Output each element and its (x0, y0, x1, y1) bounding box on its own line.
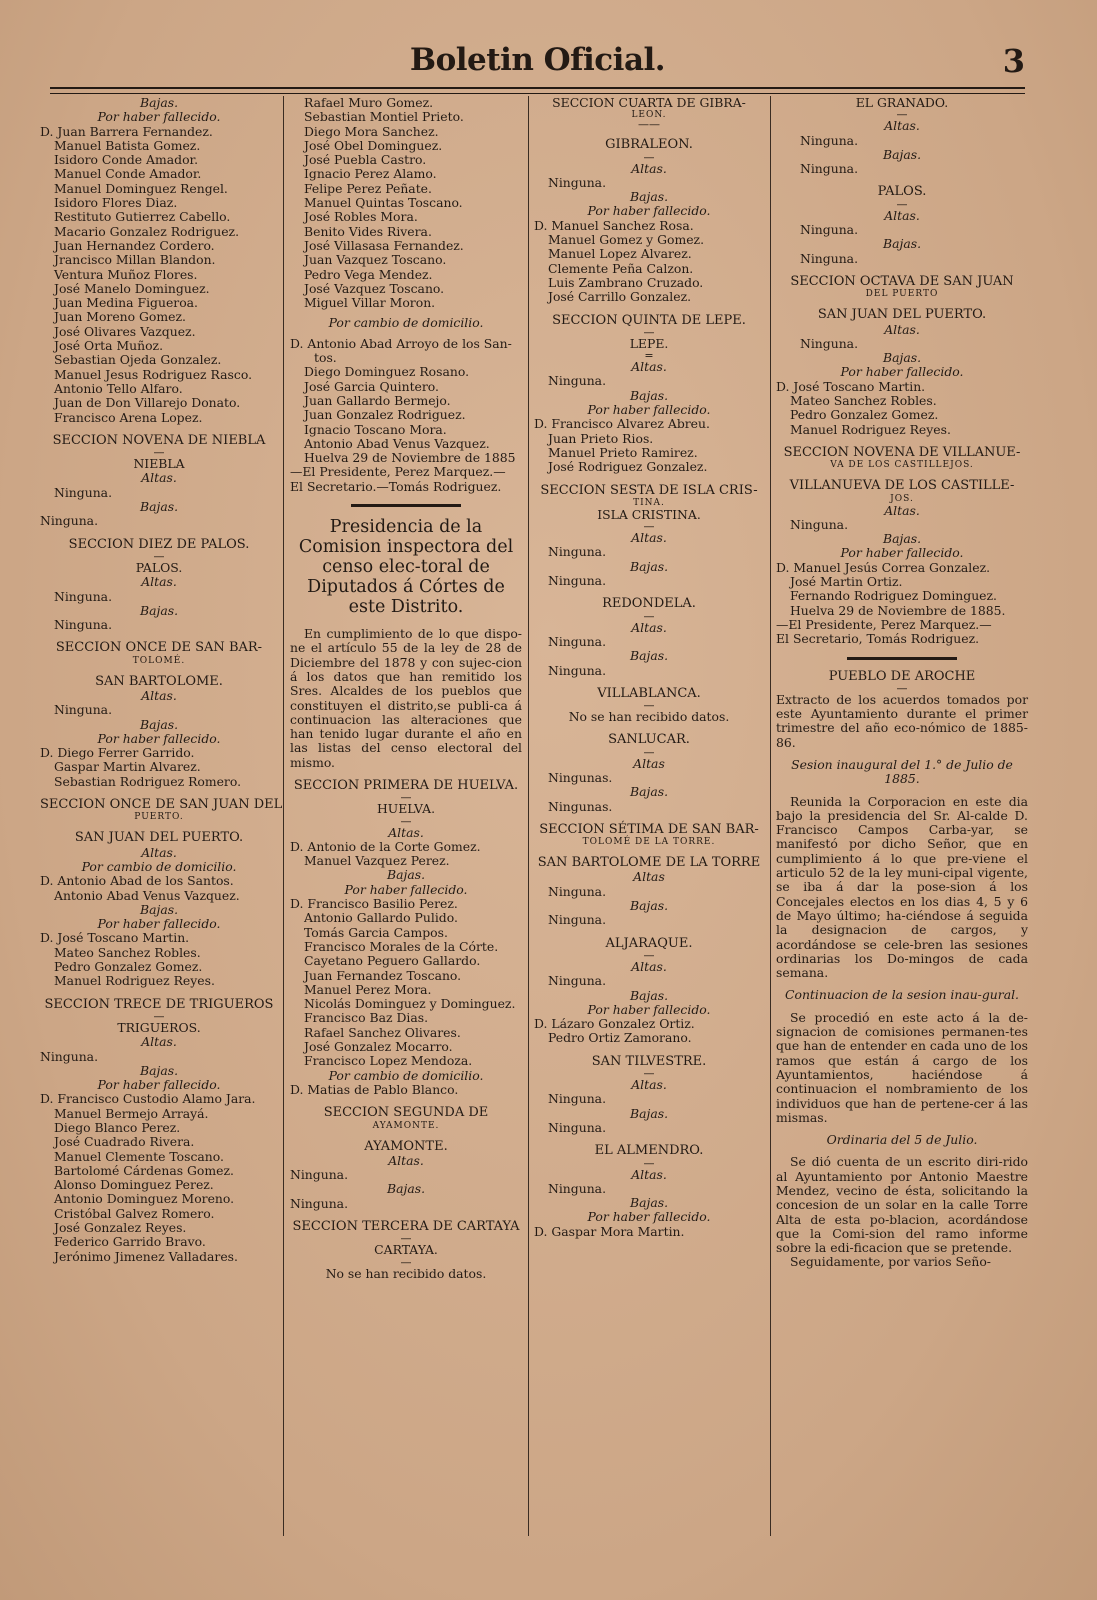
text-line: Altas. (631, 359, 667, 375)
text-line: Bajas. (882, 146, 922, 162)
paragraph: Seguidamente, por varios Seño- (790, 1254, 991, 1270)
text-line: Por haber fallecido. (587, 203, 711, 219)
article-heading: Presidencia de la Comision inspectora del censo elec-toral de Diputados á Córtes de este Distrito. (298, 517, 514, 618)
name-line: Mateo Sanchez Robles. (54, 944, 201, 960)
text-line: Bajas. (386, 867, 426, 883)
text-line: Bajas. (629, 387, 669, 403)
subheading: Ordinaria del 5 de Julio. (826, 1132, 978, 1148)
name-line: Pedro Ortiz Zamorano. (548, 1030, 692, 1046)
subheading: Continuacion de la sesion inau-gural. (785, 987, 1019, 1003)
signature-line: El Secretario, Tomás Rodriguez. (776, 631, 980, 647)
column-3: SECCION CUARTA DE GIBRA- LEON. —— GIBRALEON. — Altas. Ninguna. Bajas. Por haber fallecido. D. Manuel Sanchez Rosa. Manuel Gomez y Gomez. Manuel Lopez Alvarez. Clemente Peña Calzon. Luis Zambrano Cruzado. José Carrillo Gonzalez. SECCION QUINTA DE LEPE. — LEPE. = Altas. Ninguna. Bajas. Por haber fallecido. D. Francisco Alvarez Abreu. Juan Prieto Rios. Manuel Prieto Ramirez. José Rodriguez Gonzalez. SECCION SESTA DE ISLA CRIS- TINA. ISLA CRISTINA. — Altas. Ninguna. Bajas. Ninguna. REDONDELA. — Altas. Ninguna. Bajas. Ninguna. VILLABLANCA. — No se han recibido datos. SANLUCAR. — Altas Ningunas. Bajas. Ningunas. SECCION SÉTIMA DE SAN BAR- TOLOMÉ DE LA TORRE. SAN BARTOLOME DE LA TORRE Altas Ninguna. Bajas. Ninguna. ALJARAQUE. — Altas. Ninguna. Bajas. Por haber fallecido. D. Lázaro Gonzalez Ortiz. Pedro Ortiz Zamorano. SAN TILVESTRE. — Altas. Ninguna. Bajas. Ninguna. EL ALMENDRO. — Altas. Ninguna. Bajas. Por haber fallecido. D. Gaspar Mora Martin. (534, 96, 764, 1596)
text-line: Bajas. (882, 350, 922, 366)
text-line: Altas (633, 869, 665, 885)
text-line: Ninguna. (548, 174, 607, 190)
text-line: Altas. (631, 160, 667, 176)
town-heading: SAN TILVESTRE. (591, 1053, 707, 1069)
column-divider (770, 96, 771, 1536)
text-line: Ninguna. (548, 544, 607, 560)
name-line: Francisco Morales de la Córte. (304, 938, 499, 954)
name-line: José Vazquez Toscano. (304, 280, 445, 296)
name-line: Pedro Gonzalez Gomez. (54, 959, 203, 975)
name-line: Cayetano Peguero Gallardo. (304, 953, 481, 969)
text-line: Ninguna. (790, 516, 849, 532)
section-heading-cont: VA DE LOS CASTILLEJOS. (830, 460, 974, 471)
signature-line: El Secretario.—Tomás Rodriguez. (290, 478, 502, 494)
text-line: Ninguna. (54, 702, 113, 718)
text-line: Ninguna. (800, 161, 859, 177)
text-line: Ninguna. (800, 222, 859, 238)
text-line: Bajas. (882, 236, 922, 252)
text-line: Ninguna. (548, 662, 607, 678)
text-line: Por haber fallecido. (97, 916, 221, 932)
name-line: Macario Gonzalez Rodriguez. (54, 223, 240, 239)
text-line: Por haber fallecido. (344, 881, 468, 897)
signature-line: —El Presidente, Perez Marquez.— (776, 616, 992, 632)
name-line: Diego Dominguez Rosano. (304, 364, 470, 380)
section-heading-cont: TINA. (633, 497, 665, 508)
text-line: No se han recibido datos. (325, 1265, 487, 1281)
name-line: José Robles Mora. (304, 209, 418, 225)
name-line: Manuel Clemente Toscano. (54, 1148, 224, 1164)
name-line: Tomás Garcia Campos. (304, 924, 448, 940)
name-line: Diego Blanco Perez. (54, 1120, 181, 1135)
name-line: Juan de Don Villarejo Donato. (54, 395, 241, 411)
name-line: Jerónimo Jimenez Valladares. (54, 1248, 238, 1264)
text-line: Altas (633, 755, 665, 771)
name-line: Manuel Conde Amador. (54, 166, 202, 182)
town-heading: ISLA CRISTINA. (597, 506, 701, 522)
name-line: Pedro Gonzalez Gomez. (790, 407, 939, 423)
town-heading: HUELVA. (376, 801, 436, 817)
name-line: Juan Vazquez Toscano. (304, 252, 447, 268)
text-line: Ninguna. (548, 573, 607, 589)
text-line: Bajas. (139, 602, 179, 618)
name-line: Sebastian Montiel Prieto. (304, 109, 464, 125)
section-heading: SECCION TERCERA DE CARTAYA (292, 1219, 520, 1234)
name-line: Diego Mora Sanchez. (304, 123, 439, 139)
section-heading-cont: AYAMONTE. (372, 1120, 440, 1131)
town-heading: SAN JUAN DEL PUERTO. (817, 307, 987, 323)
town-heading: GIBRALEON. (605, 137, 693, 153)
text-line: Por haber fallecido. (97, 109, 221, 125)
name-line: Benito Vides Rivera. (304, 223, 432, 239)
name-line: José Rodriguez Gonzalez. (548, 459, 708, 475)
name-line: D. José Toscano Martin. (776, 378, 926, 394)
section-heading: SECCION NOVENA DE VILLANUE- (783, 444, 1021, 460)
paragraph: Reunida la Corporacion en este dia bajo la presidencia del Sr. Al-calde D. Francisco Campos Carba-yar, se manifestó por dicho Señor, que en cumplimiento á lo que pre-viene el articulo 52 de la ley muni-cipal vigente, se iba á dar la pose-sion á los Concejales electos en los dias 4, 5 y 6 de Mayo último; ha-ciéndose á seguida la designacion de cargos, y acordándose se cele-bren las sesiones ordinarias los Do-mingos de cada semana. (776, 793, 1028, 981)
name-line: Juan Prieto Rios. (548, 430, 654, 446)
text-line: Ninguna. (40, 513, 99, 529)
name-line: Manuel Bermejo Arrayá. (54, 1105, 209, 1121)
text-line: Por haber fallecido. (97, 730, 221, 746)
name-line: José Gonzalez Reyes. (54, 1220, 187, 1236)
text-line: Altas. (884, 118, 920, 134)
masthead (50, 28, 1025, 90)
text-line: Por haber fallecido. (97, 1077, 221, 1093)
text-line: Ninguna. (548, 1119, 607, 1135)
section-heading-cont: TOLOMÉ DE LA TORRE. (582, 837, 716, 848)
text-line: Ninguna. (800, 132, 859, 148)
name-line: Clemente Peña Calzon. (548, 260, 694, 276)
text-line: Bajas. (139, 1062, 179, 1078)
text-line: Ninguna. (548, 373, 607, 389)
signature-line: Huelva 29 de Noviembre de 1885 (304, 450, 516, 466)
section-heading-cont: DEL PUERTO (865, 289, 939, 300)
name-line: Manuel Rodriguez Reyes. (790, 421, 951, 437)
town-heading: REDONDELA. (602, 596, 696, 612)
town-heading: EL ALMENDRO. (594, 1143, 704, 1159)
name-line: Nicolás Dominguez y Dominguez. (304, 996, 516, 1012)
subheading: Sesion inaugural del 1.° de Julio de 1885. (791, 756, 1013, 787)
town-heading: PALOS. (135, 559, 183, 575)
text-line: Bajas. (139, 716, 179, 732)
separator-rule (847, 657, 957, 660)
town-heading: VILLANUEVA DE LOS CASTILLE- (789, 478, 1015, 494)
text-line: Bajas. (629, 987, 669, 1003)
name-line: José Cuadrado Rivera. (54, 1134, 195, 1150)
text-line: Ninguna. (548, 633, 607, 649)
name-line: D. José Toscano Martin. (40, 930, 190, 946)
text-line: Bajas. (629, 784, 669, 800)
text-line: Bajas. (629, 898, 669, 914)
section-heading: SECCION SESTA DE ISLA CRIS- (540, 482, 758, 498)
name-line: Ignacio Perez Alamo. (304, 166, 437, 182)
text-line: Ningunas. (548, 798, 613, 814)
page-number: 3 (1002, 42, 1025, 80)
name-line: Manuel Lopez Alvarez. (548, 246, 692, 262)
name-line: Felipe Perez Peñate. (304, 180, 432, 196)
section-heading-cont: LEON. (631, 110, 667, 121)
town-heading: SAN BARTOLOME. (95, 673, 223, 689)
name-line: Miguel Villar Moron. (304, 295, 436, 311)
name-line: Fernando Rodriguez Dominguez. (790, 588, 997, 604)
section-heading-cont: TOLOMÉ. (132, 655, 186, 666)
text-line: Bajas. (629, 1105, 669, 1121)
name-line: D. Antonio de la Corte Gomez. (290, 838, 481, 854)
name-line: Juan Hernandez Cordero. (54, 237, 215, 253)
text-line: Altas. (141, 687, 177, 703)
name-line: D. Gaspar Mora Martin. (534, 1223, 685, 1239)
text-line: Ninguna. (54, 588, 113, 604)
name-line: José Carrillo Gonzalez. (548, 289, 692, 305)
text-line: Bajas. (139, 901, 179, 917)
text-line: Altas. (141, 844, 177, 860)
text-line: Por haber fallecido. (840, 545, 964, 561)
town-heading: LEPE. (629, 335, 669, 351)
name-line: Isidoro Conde Amador. (54, 152, 199, 168)
name-line: José Martin Ortiz. (790, 574, 903, 590)
name-line: José Garcia Quintero. (304, 378, 439, 394)
paragraph: Extracto de los acuerdos tomados por este Ayuntamiento durante el primer trimestre del año eco-nómico de 1885-86. (776, 691, 1028, 750)
town-heading: PALOS. (877, 184, 927, 200)
name-line: José Villasasa Fernandez. (304, 237, 464, 253)
text-line: Altas. (631, 530, 667, 546)
name-line: D. Francisco Custodio Alamo Jara. (40, 1091, 256, 1107)
text-line: Ninguna. (548, 973, 607, 989)
name-line: Ignacio Toscano Mora. (304, 421, 447, 437)
name-line: Francisco Baz Dias. (304, 1010, 429, 1026)
town-heading: NIEBLA (133, 456, 185, 472)
town-heading: ALJARAQUE. (605, 935, 693, 951)
section-heading: SECCION PRIMERA DE HUELVA. (293, 777, 519, 793)
name-line: Manuel Quintas Toscano. (304, 195, 463, 211)
name-line: Juan Moreno Gomez. (54, 309, 186, 325)
section-heading-cont: PUERTO. (134, 812, 184, 823)
text-line: Altas. (141, 470, 177, 486)
name-line: José Gonzalez Mocarro. (304, 1039, 453, 1055)
name-line: Juan Gonzalez Rodriguez. (304, 407, 466, 423)
section-heading: SECCION ONCE DE SAN JUAN DEL (40, 797, 283, 813)
name-line: Manuel Rodriguez Reyes. (54, 973, 215, 989)
section-heading: SECCION QUINTA DE LEPE. (552, 312, 746, 328)
text-line: Bajas. (629, 189, 669, 205)
name-line: Sebastian Ojeda Gonzalez. (54, 352, 222, 368)
text-line: Altas. (388, 824, 424, 840)
name-line: Francisco Arena Lopez. (54, 409, 203, 425)
text-line: Ninguna. (290, 1167, 349, 1183)
name-line: Cristóbal Galvez Romero. (54, 1205, 215, 1221)
text-line: Ninguna. (548, 1180, 607, 1196)
paragraph: Se procedió en este acto á la de-signacion de comisiones permanen-tes que han de entender en cada uno de los ramos que están á cargo de los Ayuntamientos, haciéndose á continuacion el nombramiento de los individuos que han de pertene-cer á las mismas. (776, 1009, 1028, 1125)
article-heading: PUEBLO DE AROCHE (828, 668, 976, 684)
text-line: Altas. (884, 207, 920, 223)
text-line: Ninguna. (290, 1195, 349, 1211)
text-line: Ninguna. (548, 1091, 607, 1107)
name-line: D. Matias de Pablo Blanco. (290, 1081, 459, 1097)
town-heading: SAN BARTOLOME DE LA TORRE (537, 855, 761, 871)
text-line: Ninguna. (800, 250, 859, 266)
signature-line: Huelva 29 de Noviembre de 1885. (790, 602, 1006, 618)
column-2: Rafael Muro Gomez. Sebastian Montiel Prieto. Diego Mora Sanchez. José Obel Dominguez. José Puebla Castro. Ignacio Perez Alamo. Felipe Perez Peñate. Manuel Quintas Toscano. José Robles Mora. Benito Vides Rivera. José Villasasa Fernandez. Juan Vazquez Toscano. Pedro Vega Mendez. José Vazquez Toscano. Miguel Villar Moron. Por cambio de domicilio. D. Antonio Abad Arroyo de los San- tos. Diego Dominguez Rosano. José Garcia Quintero. Juan Gallardo Bermejo. Juan Gonzalez Rodriguez. Ignacio Toscano Mora. Antonio Abad Venus Vazquez. Huelva 29 de Noviembre de 1885 —El Presidente, Perez Marquez.— El Secretario.—Tomás Rodriguez. Presidencia de la Comision inspectora del censo elec-toral de Diputados á Córtes de este Distrito. En cumplimiento de lo que dispo-ne el artículo 55 de la ley de 28 de Diciembre del 1878 y con sujec-cion á los datos que han remitido los Sres. Alcaldes de los pueblos que constituyen el distrito,se publi-ca á continuacion las alteraciones que han tenido lugar durante el año en las listas del censo electoral del mismo. SECCION PRIMERA DE HUELVA. — HUELVA. — Altas. D. Antonio de la Corte Gomez. Manuel Vazquez Perez. Bajas. Por haber fallecido. D. Francisco Basilio Perez. Antonio Gallardo Pulido. Tomás Garcia Campos. Francisco Morales de la Córte. Cayetano Peguero Gallardo. Juan Fernandez Toscano. Manuel Perez Mora. Nicolás Dominguez y Dominguez. Francisco Baz Dias. Rafael Sanchez Olivares. José Gonzalez Mocarro. Francisco Lopez Mendoza. Por cambio de domicilio. D. Matias de Pablo Blanco. SECCION SEGUNDA DE AYAMONTE. AYAMONTE. Altas. Ninguna. Bajas. Ninguna. SECCION TERCERA DE CARTAYA — CARTAYA. — No se han recibido datos. (290, 95, 522, 1281)
column-1: Bajas. Por haber fallecido. D. Juan Barrera Fernandez. Manuel Batista Gomez. Isidoro Conde Amador. Manuel Conde Amador. Manuel Dominguez Rengel. Isidoro Flores Diaz. Restituto Gutierrez Cabello. Macario Gonzalez Rodriguez. Juan Hernandez Cordero. Jrancisco Millan Blandon. Ventura Muñoz Flores. José Manelo Dominguez. Juan Medina Figueroa. Juan Moreno Gomez. José Olivares Vazquez. José Orta Muñoz. Sebastian Ojeda Gonzalez. Manuel Jesus Rodriguez Rasco. Antonio Tello Alfaro. Juan de Don Villarejo Donato. Francisco Arena Lopez. SECCION NOVENA DE NIEBLA — NIEBLA Altas. Ninguna. Bajas. Ninguna. SECCION DIEZ DE PALOS. — PALOS. Altas. Ninguna. Bajas. Ninguna. SECCION ONCE DE SAN BAR- TOLOMÉ. SAN BARTOLOME. Altas. Ninguna. Bajas. Por haber fallecido. D. Diego Ferrer Garrido. Gaspar Martin Alvarez. Sebastian Rodriguez Romero. SECCION ONCE DE SAN JUAN DEL PUERTO. SAN JUAN DEL PUERTO. Altas. Por cambio de domicilio. D. Antonio Abad de los Santos. Antonio Abad Venus Vazquez. Bajas. Por haber fallecido. D. José Toscano Martin. Mateo Sanchez Robles. Pedro Gonzalez Gomez. Manuel Rodriguez Reyes. SECCION TRECE DE TRIGUEROS — TRIGUEROS. Altas. Ninguna. Bajas. Por haber fallecido. D. Francisco Custodio Alamo Jara. Manuel Bermejo Arrayá. Diego Blanco Perez. José Cuadrado Rivera. Manuel Clemente Toscano. Bartolomé Cárdenas Gomez. Alonso Dominguez Perez. Antonio Dominguez Moreno. Cristóbal Galvez Romero. José Gonzalez Reyes. Federico Garrido Bravo. Jerónimo Jimenez Valladares. (40, 95, 283, 1264)
name-line: Antonio Tello Alfaro. (54, 380, 183, 396)
name-line: D. Francisco Basilio Perez. (290, 896, 458, 912)
text-line: Por haber fallecido. (587, 1001, 711, 1017)
name-line: Antonio Abad Venus Vazquez. (304, 435, 490, 451)
text-line: Altas. (631, 619, 667, 635)
section-heading: SECCION SÉTIMA DE SAN BAR- (539, 821, 759, 837)
name-line: José Manelo Dominguez. (54, 280, 210, 296)
name-line: Juan Gallardo Bermejo. (304, 392, 451, 408)
name-line: Gaspar Martin Alvarez. (54, 759, 201, 775)
text-line: Por cambio de domicilio. (81, 858, 237, 874)
text-line: Por haber fallecido. (840, 364, 964, 380)
name-line: D. Manuel Sanchez Rosa. (534, 217, 694, 233)
town-heading: SAN JUAN DEL PUERTO. (74, 830, 244, 846)
name-line: Manuel Gomez y Gomez. (548, 232, 705, 248)
text-line: Ninguna. (548, 912, 607, 928)
name-line: Mateo Sanchez Robles. (790, 393, 937, 409)
name-line: Rafael Muro Gomez. (304, 95, 434, 110)
name-line: José Orta Muñoz. (54, 338, 164, 354)
text-line: No se han recibido datos. (568, 709, 730, 725)
header-rule (50, 87, 1025, 94)
text-line: Ninguna. (54, 617, 113, 633)
text-line: Altas. (631, 1166, 667, 1182)
name-line: D. Diego Ferrer Garrido. (40, 745, 195, 761)
signature-line: —El Presidente, Perez Marquez.— (290, 464, 506, 480)
text-line: Bajas. (386, 1181, 426, 1197)
name-line: Rafael Sanchez Olivares. (304, 1024, 461, 1040)
text-line: Altas. (631, 1077, 667, 1093)
town-heading: CARTAYA. (374, 1242, 438, 1258)
name-line: Restituto Gutierrez Cabello. (54, 209, 231, 225)
section-heading: SECCION CUARTA DE GIBRA- (552, 95, 746, 110)
text-line: Por haber fallecido. (587, 402, 711, 418)
town-heading: TRIGUEROS. (117, 1019, 201, 1035)
name-line: D. Lázaro Gonzalez Ortiz. (534, 1016, 695, 1032)
section-heading: SECCION ONCE DE SAN BAR- (55, 640, 263, 656)
text-line: Por cambio de domicilio. (328, 1067, 484, 1083)
text-line: Ninguna. (548, 883, 607, 899)
name-line: Manuel Vazquez Perez. (304, 853, 450, 869)
name-line: Manuel Perez Mora. (304, 981, 432, 997)
name-line: José Puebla Castro. (304, 152, 427, 168)
town-heading: EL GRANADO. (855, 95, 949, 110)
text-line: Ningunas. (548, 769, 613, 785)
name-line: Francisco Lopez Mendoza. (304, 1053, 473, 1069)
name-line: Antonio Dominguez Moreno. (54, 1191, 235, 1207)
name-line: Manuel Dominguez Rengel. (54, 180, 228, 196)
section-heading: SECCION SEGUNDA DE (323, 1105, 489, 1121)
name-line: Sebastian Rodriguez Romero. (54, 773, 242, 789)
name-line: D. Antonio Abad de los Santos. (40, 873, 234, 889)
text-line: Altas. (141, 1034, 177, 1050)
text-line: Bajas. (629, 648, 669, 664)
name-line: D. Antonio Abad Arroyo de los San- (290, 335, 512, 351)
name-line: José Olivares Vazquez. (54, 323, 196, 339)
newspaper-title: Boletin Oficial. (409, 42, 666, 78)
town-heading: VILLABLANCA. (597, 685, 701, 701)
name-line: Manuel Jesus Rodriguez Rasco. (54, 366, 253, 382)
name-line: Pedro Vega Mendez. (304, 266, 433, 282)
text-line: Por cambio de domicilio. (328, 315, 484, 331)
town-heading-cont: JOS. (890, 493, 914, 504)
text-line: Altas. (631, 958, 667, 974)
text-line: Altas. (884, 321, 920, 337)
text-line: Ninguna. (800, 335, 859, 351)
text-line: Ninguna. (40, 1048, 99, 1064)
name-line: Ventura Muñoz Flores. (54, 266, 198, 282)
section-heading: SECCION OCTAVA DE SAN JUAN (790, 273, 1014, 289)
name-line: Antonio Abad Venus Vazquez. (54, 887, 240, 903)
text-line: Altas. (141, 574, 177, 590)
section-heading: SECCION DIEZ DE PALOS. (68, 536, 250, 552)
name-line: D. Juan Barrera Fernandez. (40, 123, 213, 139)
name-line: Bartolomé Cárdenas Gomez. (54, 1162, 234, 1178)
name-line: Jrancisco Millan Blandon. (54, 252, 216, 268)
text-line: Bajas. (139, 499, 179, 515)
name-line: José Obel Dominguez. (304, 137, 443, 153)
text-line: Bajas. (882, 531, 922, 547)
name-line: Manuel Prieto Ramirez. (548, 444, 698, 460)
name-line: Juan Medina Figueroa. (54, 295, 198, 311)
town-heading: AYAMONTE. (364, 1138, 448, 1154)
name-line: Manuel Batista Gomez. (54, 137, 201, 153)
column-divider (283, 96, 284, 1536)
text-line: Bajas. (629, 558, 669, 574)
name-line: D. Francisco Alvarez Abreu. (534, 416, 710, 432)
text-line: Por haber fallecido. (587, 1209, 711, 1225)
column-divider (528, 96, 529, 1536)
name-line: Isidoro Flores Diaz. (54, 195, 178, 211)
text-line: Bajas. (629, 1195, 669, 1211)
name-line: Juan Fernandez Toscano. (304, 967, 462, 983)
name-line: Luis Zambrano Cruzado. (548, 274, 704, 290)
section-heading: SECCION NOVENA DE NIEBLA (52, 432, 266, 448)
text-line: Altas. (388, 1152, 424, 1168)
text-line: Altas. (884, 502, 920, 518)
name-line: D. Manuel Jesús Correa Gonzalez. (776, 559, 991, 575)
name-line: Antonio Gallardo Pulido. (304, 910, 458, 926)
paragraph: En cumplimiento de lo que dispo-ne el artículo 55 de la ley de 28 de Diciembre del 1878 y con sujec-cion á los datos que han remitido los Sres. Alcaldes de los pueblos que constituyen el distrito,se publi-ca á continuacion las alteraciones que han tenido lugar durante el año en las listas del censo electoral del mismo. (290, 626, 522, 770)
separator-rule (351, 504, 461, 507)
text-line: Ninguna. (54, 484, 113, 500)
name-line: Alonso Dominguez Perez. (54, 1177, 214, 1193)
town-heading: SANLUCAR. (608, 732, 690, 748)
name-line: Federico Garrido Bravo. (54, 1234, 206, 1250)
column-4: EL GRANADO. — Altas. Ninguna. Bajas. Ninguna. PALOS. — Altas. Ninguna. Bajas. Ninguna. SECCION OCTAVA DE SAN JUAN DEL PUERTO SAN JUAN DEL PUERTO. Altas. Ninguna. Bajas. Por haber fallecido. D. José Toscano Martin. Mateo Sanchez Robles. Pedro Gonzalez Gomez. Manuel Rodriguez Reyes. SECCION NOVENA DE VILLANUE- VA DE LOS CASTILLEJOS. VILLANUEVA DE LOS CASTILLE- JOS. Altas. Ninguna. Bajas. Por haber fallecido. D. Manuel Jesús Correa Gonzalez. José Martin Ortiz. Fernando Rodriguez Dominguez. Huelva 29 de Noviembre de 1885. —El Presidente, Perez Marquez.— El Secretario, Tomás Rodriguez. PUEBLO DE AROCHE — Extracto de los acuerdos tomados por este Ayuntamiento durante el primer trimestre del año eco-nómico de 1885-86. Sesion inaugural del 1.° de Julio de 1885. Reunida la Corporacion en este dia bajo la presidencia del Sr. Al-calde D. Francisco Campos Carba-yar, se manifestó por dicho Señor, que en cumplimiento á lo que pre-viene el articulo 52 de la ley muni-cipal vigente, se iba á dar la pose-sion á los Concejales electos en los dias 4, 5 y 6 de Mayo último; ha-ciéndose á seguida la designacion de cargos, y acordándose se cele-bren las sesiones ordinarias los Do-mingos de cada semana. Continuacion de la sesion inau-gural. Se procedió en este acto á la de-signacion de comisiones permanen-tes que han de entender en cada uno de los ramos que están á cargo de los Ayuntamientos, haciéndose á continuacion el nombramiento de los individuos que han de pertene-cer á las mismas. Ordinaria del 5 de Julio. Se dió cuenta de un escrito diri-rido al Ayuntamiento por Antonio Maestre Mendez, vecino de ésta, solicitando la concesion de un solar en la calle Torre Alta de esta po-blacion, acordándose que la Comi-sion del ramo informe sobre la edi-ficacion que se pretende. Seguidamente, por varios Seño- (776, 95, 1028, 1270)
text-line: Bajas. (139, 95, 179, 110)
name-line: tos. (314, 350, 337, 366)
paragraph: Se dió cuenta de un escrito diri-rido al Ayuntamiento por Antonio Maestre Mendez, vecino de ésta, solicitando la concesion de un solar en la calle Torre Alta de esta po-blacion, acordándose que la Comi-sion del ramo informe sobre la edi-ficacion que se pretende. (776, 1154, 1028, 1256)
section-heading: SECCION TRECE DE TRIGUEROS (44, 996, 274, 1012)
